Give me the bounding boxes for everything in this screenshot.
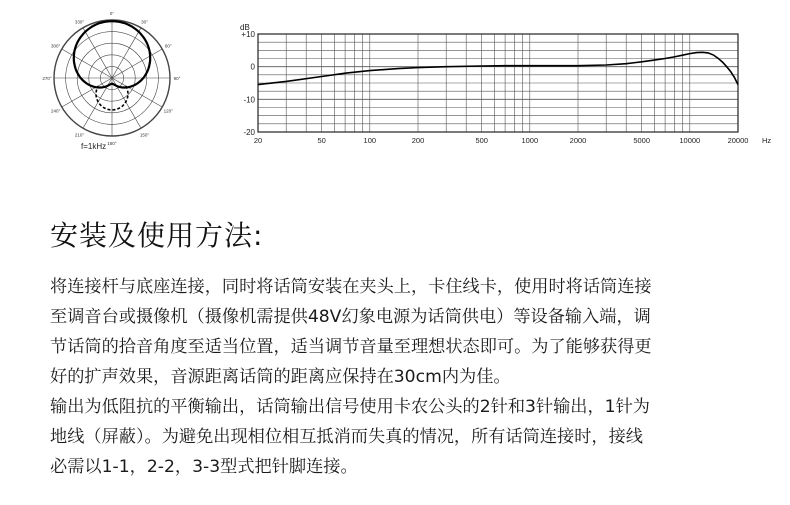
polar-angle-label: 210° bbox=[74, 132, 85, 138]
y-axis-label: dB bbox=[240, 23, 250, 32]
x-axis-label: Hz bbox=[762, 136, 772, 145]
frequency-response-chart bbox=[228, 12, 778, 152]
frequency-response-curve bbox=[258, 52, 738, 84]
instruction-line: 节话筒的拾音角度至适当位置，适当调节音量至理想状态即可。为了能够获得更 bbox=[50, 337, 652, 357]
polar-angle-label: 180° bbox=[107, 141, 117, 146]
instruction-line: 必需以1-1，2-2，3-3型式把针脚连接。 bbox=[50, 457, 358, 477]
x-tick-label: 100 bbox=[363, 136, 377, 145]
instruction-line: 至调音台或摄像机（摄像机需提供48V幻象电源为话筒供电）等设备输入端，调 bbox=[50, 307, 651, 327]
x-tick-label: 200 bbox=[411, 136, 425, 145]
polar-angle-label: 150° bbox=[139, 132, 150, 138]
polar-angle-label: 90° bbox=[173, 76, 181, 81]
polar-angle-label: 330° bbox=[74, 19, 85, 25]
instruction-line: 好的扩声效果，音源距离话筒的距离应保持在30cm内为佳。 bbox=[50, 367, 511, 387]
polar-angle-label: 60° bbox=[164, 43, 172, 49]
polar-spoke bbox=[62, 49, 112, 78]
polar-angle-label: 30° bbox=[141, 19, 148, 25]
instructions-body bbox=[50, 272, 755, 482]
polar-angle-label: 120° bbox=[163, 108, 173, 114]
x-tick-label: 10000 bbox=[679, 136, 701, 145]
polar-spoke bbox=[112, 49, 162, 78]
polar-angle-label: 0° bbox=[109, 12, 115, 16]
x-tick-label: 5000 bbox=[633, 136, 651, 145]
polar-spoke bbox=[112, 28, 141, 78]
instruction-line: 输出为低阻抗的平衡输出，话筒输出信号使用卡农公头的2针和3针输出，1针为 bbox=[50, 397, 650, 417]
polar-spoke bbox=[83, 28, 112, 78]
y-tick-label: -10 bbox=[243, 95, 255, 105]
polar-pattern-svg bbox=[40, 12, 185, 157]
polar-caption: f=1kHz bbox=[81, 142, 107, 151]
instruction-line: 地线（屏蔽）。为避免出现相位相互抵消而失真的情况，所有话筒连接时，接线 bbox=[50, 427, 643, 447]
y-tick-label: +10 bbox=[241, 30, 255, 39]
instruction-line: 将连接杆与底座连接，同时将话筒安装在夹头上，卡住线卡，使用时将话筒连接 bbox=[50, 277, 652, 297]
y-tick-label: -20 bbox=[243, 128, 255, 137]
section-heading: 安装及使用方法: bbox=[50, 219, 264, 252]
polar-angle-label: 240° bbox=[51, 108, 61, 114]
polar-angle-label: 270° bbox=[42, 76, 52, 81]
x-tick-label: 20000 bbox=[727, 136, 749, 145]
polar-pattern-chart bbox=[40, 12, 185, 157]
x-tick-label: 50 bbox=[317, 136, 326, 145]
x-tick-label: 1000 bbox=[521, 136, 539, 145]
y-tick-label: 0 bbox=[250, 62, 255, 72]
frequency-response-svg bbox=[228, 12, 778, 152]
x-tick-label: 20 bbox=[253, 136, 263, 145]
x-tick-label: 2000 bbox=[569, 136, 587, 145]
x-tick-label: 500 bbox=[475, 136, 488, 145]
polar-angle-label: 300° bbox=[51, 43, 61, 49]
